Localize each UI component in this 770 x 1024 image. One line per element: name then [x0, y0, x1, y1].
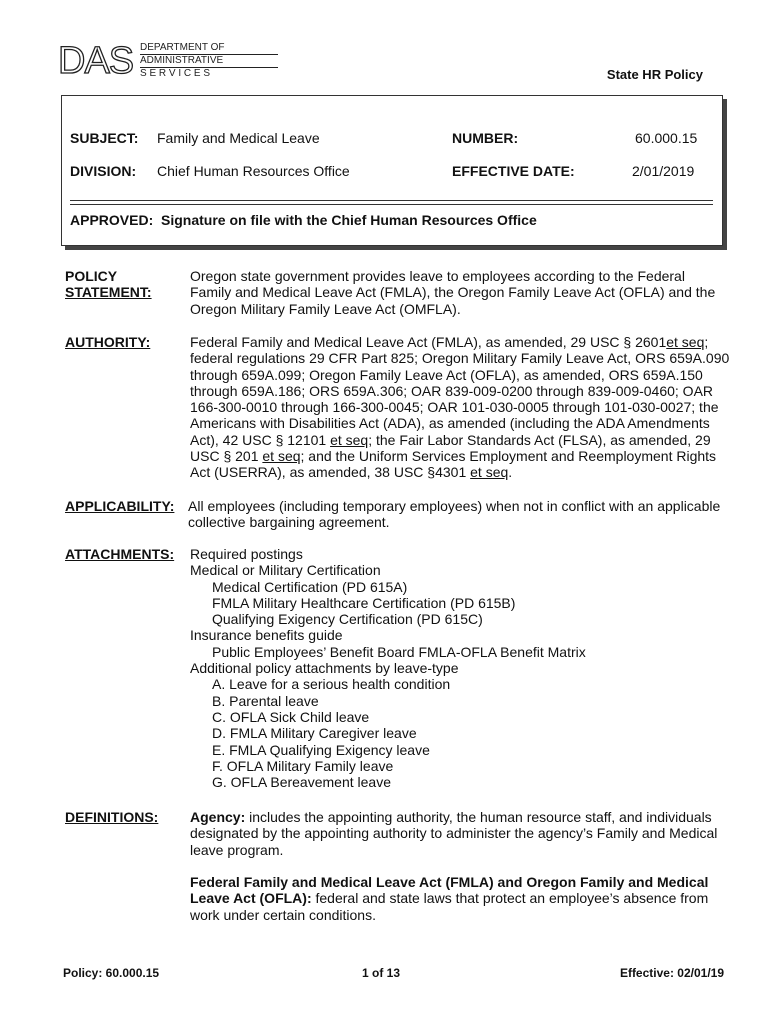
- policy-statement-text: Oregon state government provides leave to employees according to the Federal Family and Medical Leave Act (FMLA), the Oregon Family Leave Act (OFLA) and the Oregon Military Family Leave Act (OMFLA).: [190, 268, 716, 317]
- subject-value: Family and Medical Leave: [157, 130, 320, 146]
- attachment-item: D. FMLA Military Caregiver leave: [212, 725, 417, 742]
- policy-label-2: STATEMENT:: [65, 284, 152, 300]
- logo-line-1: DEPARTMENT OF: [140, 42, 225, 53]
- footer-policy-number: Policy: 60.000.15: [63, 966, 160, 980]
- attachment-item: Additional policy attachments by leave-type: [190, 660, 459, 677]
- authority-label: AUTHORITY:: [65, 334, 151, 350]
- attachment-item: Insurance benefits guide: [190, 627, 343, 644]
- attachment-item: Required postings: [190, 546, 303, 562]
- logo-abbr: DAS: [58, 40, 134, 82]
- applicability-label: APPLICABILITY:: [65, 498, 175, 514]
- applicability-text: All employees (including temporary employees) when not in conflict with an applicable collective bargaining agreement.: [188, 498, 721, 531]
- attachment-item: G. OFLA Bereavement leave: [212, 774, 391, 791]
- attachment-item: Qualifying Exigency Certification (PD 615C): [212, 611, 483, 628]
- attachment-item: A. Leave for a serious health condition: [212, 676, 451, 693]
- doc-type: State HR Policy: [606, 67, 703, 82]
- number-value: 60.000.15: [635, 130, 698, 146]
- division-value: Chief Human Resources Office: [157, 163, 350, 179]
- attachment-item: FMLA Military Healthcare Certification (PD 615B): [212, 594, 516, 611]
- double-rule: [70, 200, 713, 205]
- definitions-label: DEFINITIONS:: [65, 809, 159, 825]
- policy-header-box: [61, 95, 723, 246]
- approved-line: APPROVED: Signature on file with the Chief Human Resources Office: [70, 212, 537, 228]
- attachment-item: B. Parental leave: [212, 692, 319, 709]
- effective-date-label: EFFECTIVE DATE:: [452, 163, 575, 179]
- logo-line-2: ADMINISTRATIVE: [140, 55, 224, 66]
- attachment-item: Public Employees’ Benefit Board FMLA-OFLA Benefit Matrix: [212, 643, 586, 660]
- subject-label: SUBJECT:: [70, 130, 139, 146]
- attachment-item: C. OFLA Sick Child leave: [212, 708, 370, 725]
- footer-effective-date: Effective: 02/01/19: [619, 966, 724, 980]
- attachment-item: F. OFLA Military Family leave: [212, 757, 394, 774]
- division-label: DIVISION:: [70, 163, 137, 179]
- definition-fmla-ofla: Federal Family and Medical Leave Act (FMLA) and Oregon Family and Medical Leave Act (OFLA): federal and state laws that protect an employee’s absence from work under certain conditions.: [190, 874, 709, 923]
- attachment-item: Medical Certification (PD 615A): [212, 578, 408, 595]
- attachment-item: E. FMLA Qualifying Exigency leave: [212, 741, 430, 758]
- definition-agency: Agency: includes the appointing authority, the human resource staff, and individuals designated by the appointing authority to administer the agency’s Family and Medical leave program.: [190, 809, 718, 858]
- effective-date-value: 2/01/2019: [632, 163, 695, 179]
- number-label: NUMBER:: [452, 130, 519, 146]
- policy-label-1: POLICY: [65, 268, 118, 284]
- attachments-label: ATTACHMENTS:: [65, 546, 175, 562]
- logo-line-3: S E R V I C E S: [140, 68, 211, 79]
- attachment-item: Medical or Military Certification: [190, 562, 381, 579]
- footer-page-number: 1 of 13: [362, 966, 401, 980]
- attachments-list: [190, 546, 730, 790]
- authority-text: Federal Family and Medical Leave Act (FMLA), as amended, 29 USC § 2601et seq; federal regulations 29 CFR Part 825; Oregon Military Family Leave Act, ORS 659A.090 through 659A.099; Oregon Family Leave Act (OFLA), as amended, ORS 659A.150 through 659A.186; ORS 659A.306; OAR 839-009-0200 through 839-009-0460; OAR 166-300-0010 through 166-300-0045; OAR 101-030-0005 through 101-030-0027; the Americans with Disabilities Act (ADA), as amended (including the ADA Amendments Act), 42 USC § 12101 et seq; the Fair Labor Standards Act (FLSA), as amended, 29 USC § 201 et seq; and the Uniform Services Employment and Reemployment Rights Act (USERRA), as amended, 38 USC §4301 et seq.: [190, 334, 730, 481]
